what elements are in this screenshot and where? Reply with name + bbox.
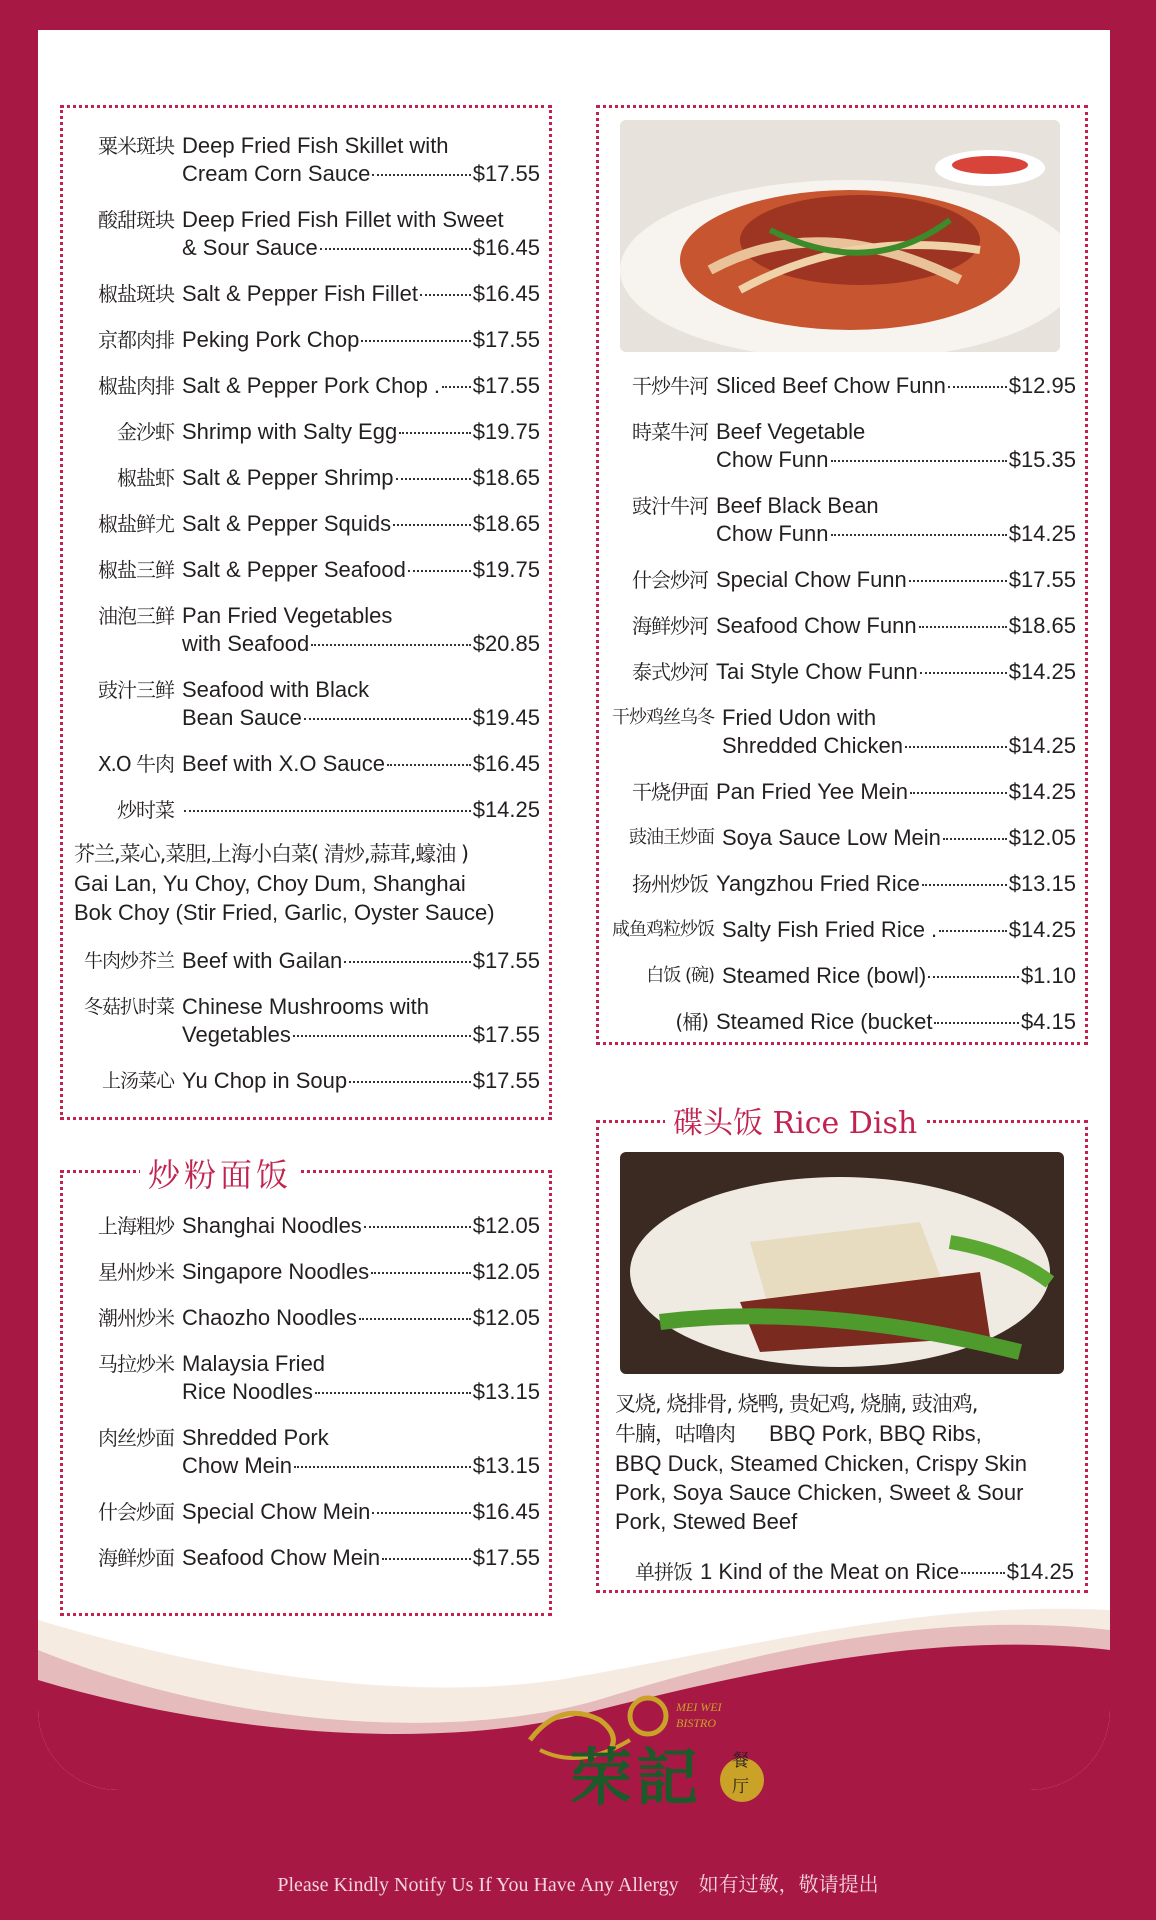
item-en: Chow Mein bbox=[182, 1453, 293, 1478]
rice-description bbox=[615, 1390, 1075, 1536]
item-en: Vegetables bbox=[182, 1022, 291, 1047]
item-price: $14.25 bbox=[1008, 521, 1076, 546]
item-en: 1 Kind of the Meat on Rice bbox=[700, 1559, 960, 1584]
item-zh: 炒时菜 bbox=[117, 798, 174, 822]
menu-item bbox=[70, 1498, 540, 1526]
item-price: $18.65 bbox=[472, 511, 540, 536]
item-price: $17.55 bbox=[472, 1022, 540, 1047]
item-price: $20.85 bbox=[472, 631, 540, 656]
menu-item bbox=[70, 1258, 540, 1286]
item-en: Peking Pork Chop bbox=[182, 327, 360, 352]
menu-item bbox=[606, 870, 1076, 898]
item-en: Special Chow Mein bbox=[182, 1499, 371, 1524]
menu-item bbox=[70, 280, 540, 308]
item-price: $13.15 bbox=[472, 1453, 540, 1478]
rice-en-line-3: Pork, Soya Sauce Chicken, Sweet & Sour bbox=[615, 1480, 1024, 1505]
rice-en-line-2: BBQ Duck, Steamed Chicken, Crispy Skin bbox=[615, 1451, 1028, 1476]
item-en: Malaysia Fried bbox=[182, 1351, 326, 1376]
item-price: $4.15 bbox=[1020, 1009, 1076, 1034]
menu-item bbox=[70, 602, 540, 658]
restaurant-logo bbox=[520, 1680, 770, 1814]
item-zh: 干烧伊面 bbox=[632, 780, 708, 804]
item-price: $12.05 bbox=[472, 1305, 540, 1330]
item-price: $19.75 bbox=[472, 419, 540, 444]
item-en: Shredded Chicken bbox=[722, 733, 904, 758]
menu-item bbox=[70, 372, 540, 400]
menu-item bbox=[606, 566, 1076, 594]
item-price: $14.25 bbox=[1008, 733, 1076, 758]
item-zh: X.O 牛肉 bbox=[97, 752, 174, 776]
item-en: Salt & Pepper Seafood bbox=[182, 557, 406, 582]
menu-item bbox=[606, 658, 1076, 686]
item-zh: 冬菇扒时菜 bbox=[83, 996, 174, 1018]
item-zh: 扬州炒饭 bbox=[632, 872, 708, 896]
menu-item bbox=[70, 1544, 540, 1572]
menu-item bbox=[606, 418, 1076, 474]
item-en: Shanghai Noodles bbox=[182, 1213, 362, 1238]
rice-dish-photo bbox=[620, 1152, 1064, 1374]
menu-item bbox=[606, 704, 1076, 760]
allergy-notice: Please Kindly Notify Us If You Have Any Allergy 如有过敏，敬请提出 bbox=[277, 1874, 879, 1896]
item-price: $17.55 bbox=[472, 373, 540, 398]
item-zh: 马拉炒米 bbox=[98, 1352, 174, 1376]
logo-sub-1: 餐 bbox=[732, 1751, 749, 1771]
rice-section-title: 碟头饭 Rice Dish bbox=[665, 1098, 925, 1142]
item-zh: 京都肉排 bbox=[98, 328, 174, 352]
item-zh: 海鲜炒河 bbox=[632, 614, 708, 638]
menu-item bbox=[70, 206, 540, 262]
item-zh: 肉丝炒面 bbox=[98, 1426, 174, 1450]
item-en: Yu Chop in Soup bbox=[182, 1068, 348, 1093]
item-en: Beef Vegetable bbox=[716, 419, 866, 444]
item-en: Shredded Pork bbox=[182, 1425, 329, 1450]
item-zh: 牛肉炒芥兰 bbox=[83, 950, 174, 972]
item-zh: 潮州炒米 bbox=[98, 1306, 174, 1330]
menu-item bbox=[606, 372, 1076, 400]
item-zh: 单拼饭 bbox=[635, 1560, 692, 1584]
menu-item bbox=[70, 464, 540, 492]
noodle-section-title: 炒粉面饭 bbox=[140, 1150, 300, 1196]
item-zh: 白饭 (碗) bbox=[646, 965, 714, 986]
rice-en-line-4: Pork, Stewed Beef bbox=[615, 1509, 798, 1534]
menu-item bbox=[70, 676, 540, 732]
item-zh: 椒盐斑块 bbox=[98, 282, 174, 306]
item-price: $16.45 bbox=[472, 281, 540, 306]
item-price: $12.05 bbox=[472, 1213, 540, 1238]
menu-item bbox=[70, 1424, 540, 1480]
item-zh: 干炒鸡丝乌冬 bbox=[612, 707, 714, 728]
item-zh: 油泡三鲜 bbox=[98, 604, 174, 628]
item-en: Rice Noodles bbox=[182, 1379, 313, 1404]
item-en: Chow Funn bbox=[716, 521, 829, 546]
item-price: $14.25 bbox=[1008, 917, 1076, 942]
item-en: Chaozho Noodles bbox=[182, 1305, 357, 1330]
item-zh: 豉汁牛河 bbox=[632, 494, 708, 518]
item-zh: 干炒牛河 bbox=[632, 374, 708, 398]
item-price: $17.55 bbox=[472, 948, 540, 973]
item-en: Sliced Beef Chow Funn bbox=[716, 373, 946, 398]
item-zh: 上海粗炒 bbox=[98, 1214, 174, 1238]
item-en: Salt & Pepper Pork Chop . bbox=[182, 373, 441, 398]
item-en: Salt & Pepper Squids bbox=[182, 511, 392, 536]
item-en: Pan Fried Vegetables bbox=[182, 603, 393, 628]
item-price: $13.15 bbox=[472, 1379, 540, 1404]
item-en: Chinese Mushrooms with bbox=[182, 994, 429, 1019]
item-price: $18.65 bbox=[1008, 613, 1076, 638]
item-price: $16.45 bbox=[472, 235, 540, 260]
item-zh: 海鲜炒面 bbox=[98, 1546, 174, 1570]
greens-zh: 芥兰,菜心,菜胆,上海小白菜( 清炒,蒜茸,蠔油 ) bbox=[74, 842, 469, 866]
greens-description bbox=[74, 840, 544, 927]
menu-item bbox=[70, 1067, 540, 1095]
item-price: $16.45 bbox=[472, 751, 540, 776]
item-zh: 椒盐肉排 bbox=[98, 374, 174, 398]
item-en: Steamed Rice (bowl) bbox=[722, 963, 927, 988]
item-en: Salt & Pepper Fish Fillet bbox=[182, 281, 418, 306]
menu-item bbox=[606, 1008, 1076, 1036]
item-zh: 椒盐三鲜 bbox=[98, 558, 174, 582]
menu-item bbox=[606, 962, 1076, 990]
item-price: $1.10 bbox=[1020, 963, 1076, 988]
item-en: Deep Fried Fish Skillet with bbox=[182, 133, 449, 158]
item-en: Beef with X.O Sauce bbox=[182, 751, 385, 776]
logo-sub-2: 厅 bbox=[732, 1777, 749, 1797]
item-en: Bean Sauce bbox=[182, 705, 302, 730]
item-en: Beef Black Bean bbox=[716, 493, 879, 518]
item-en: Chow Funn bbox=[716, 447, 829, 472]
menu-item bbox=[70, 556, 540, 584]
menu-item bbox=[606, 612, 1076, 640]
item-zh: 什会炒面 bbox=[98, 1500, 174, 1524]
logo-en-2: BISTRO bbox=[676, 1716, 716, 1730]
item-price: $14.25 bbox=[1008, 779, 1076, 804]
item-price: $12.05 bbox=[472, 1259, 540, 1284]
item-en: Salt & Pepper Shrimp bbox=[182, 465, 394, 490]
item-en: Special Chow Funn bbox=[716, 567, 907, 592]
item-en: Seafood Chow Funn bbox=[716, 613, 917, 638]
item-price: $16.45 bbox=[472, 1499, 540, 1524]
menu-item bbox=[70, 132, 540, 188]
item-en: Shrimp with Salty Egg bbox=[182, 419, 398, 444]
menu-item bbox=[70, 750, 540, 778]
item-price: $14.25 bbox=[472, 797, 540, 822]
item-zh: 星州炒米 bbox=[98, 1260, 174, 1284]
item-price: $19.75 bbox=[472, 557, 540, 582]
menu-item bbox=[70, 796, 540, 824]
item-price: $12.95 bbox=[1008, 373, 1076, 398]
item-en: Fried Udon with bbox=[722, 705, 877, 730]
single-meat-rice-item bbox=[612, 1558, 1074, 1586]
item-en: Yangzhou Fried Rice bbox=[716, 871, 920, 896]
item-zh: 粟米斑块 bbox=[98, 134, 174, 158]
item-price: $14.25 bbox=[1006, 1559, 1074, 1584]
item-zh: 泰式炒河 bbox=[632, 660, 708, 684]
item-en: Salty Fish Fried Rice . bbox=[722, 917, 938, 942]
greens-en-1: Gai Lan, Yu Choy, Choy Dum, Shanghai bbox=[74, 871, 466, 896]
menu-item bbox=[70, 947, 540, 975]
item-price: $19.45 bbox=[472, 705, 540, 730]
rice-en-line-1: BBQ Pork, BBQ Ribs, bbox=[769, 1421, 982, 1446]
item-en: Seafood Chow Mein bbox=[182, 1545, 381, 1570]
item-en: Beef with Gailan bbox=[182, 948, 343, 973]
menu-item bbox=[70, 418, 540, 446]
menu-item bbox=[70, 510, 540, 538]
item-zh: 椒盐虾 bbox=[117, 466, 174, 490]
item-en: Tai Style Chow Funn bbox=[716, 659, 918, 684]
item-price: $17.55 bbox=[472, 327, 540, 352]
item-en: with Seafood bbox=[182, 631, 310, 656]
item-price: $18.65 bbox=[472, 465, 540, 490]
menu-item bbox=[70, 326, 540, 354]
item-zh: 什会炒河 bbox=[632, 568, 708, 592]
menu-item bbox=[606, 824, 1076, 852]
item-en: Singapore Noodles bbox=[182, 1259, 370, 1284]
item-en: Seafood with Black bbox=[182, 677, 370, 702]
item-price: $12.05 bbox=[1008, 825, 1076, 850]
item-en: Soya Sauce Low Mein bbox=[722, 825, 941, 850]
menu-item bbox=[70, 1304, 540, 1332]
item-price: $17.55 bbox=[472, 1068, 540, 1093]
rice-zh-line-2: 牛腩，咕噜肉 bbox=[615, 1422, 735, 1446]
item-en: Pan Fried Yee Mein bbox=[716, 779, 909, 804]
item-zh: 上汤菜心 bbox=[101, 1070, 174, 1092]
item-zh: (桶) bbox=[675, 1010, 708, 1034]
logo-en-1: MEI WEI bbox=[676, 1700, 722, 1714]
greens-en-2: Bok Choy (Stir Fried, Garlic, Oyster Sauce) bbox=[74, 900, 495, 925]
item-price: $17.55 bbox=[472, 1545, 540, 1570]
chow-funn-photo bbox=[620, 120, 1060, 352]
item-price: $14.25 bbox=[1008, 659, 1076, 684]
item-en: Steamed Rice (bucket bbox=[716, 1009, 933, 1034]
item-zh: 豉汁三鲜 bbox=[98, 678, 174, 702]
item-price: $15.35 bbox=[1008, 447, 1076, 472]
logo-zh: 荣記 bbox=[570, 1741, 703, 1814]
item-price: $17.55 bbox=[472, 161, 540, 186]
item-zh: 豉油王炒面 bbox=[629, 827, 714, 848]
menu-item bbox=[70, 1350, 540, 1406]
menu-item bbox=[70, 993, 540, 1049]
item-en: Deep Fried Fish Fillet with Sweet bbox=[182, 207, 504, 232]
item-en: & Sour Sauce bbox=[182, 235, 318, 260]
item-price: $17.55 bbox=[1008, 567, 1076, 592]
item-en: Cream Corn Sauce bbox=[182, 161, 371, 186]
item-zh: 時菜牛河 bbox=[632, 420, 708, 444]
item-zh: 咸鱼鸡粒炒饭 bbox=[612, 919, 714, 940]
menu-item bbox=[606, 492, 1076, 548]
menu-item bbox=[70, 1212, 540, 1240]
menu-item bbox=[606, 916, 1076, 944]
item-zh: 椒盐鲜尤 bbox=[98, 512, 174, 536]
item-zh: 酸甜斑块 bbox=[98, 208, 174, 232]
rice-zh-line-1: 叉烧, 烧排骨, 烧鸭, 贵妃鸡, 烧腩, 豉油鸡, bbox=[615, 1392, 978, 1416]
item-price: $13.15 bbox=[1008, 871, 1076, 896]
item-zh: 金沙虾 bbox=[117, 420, 174, 444]
menu-item bbox=[606, 778, 1076, 806]
